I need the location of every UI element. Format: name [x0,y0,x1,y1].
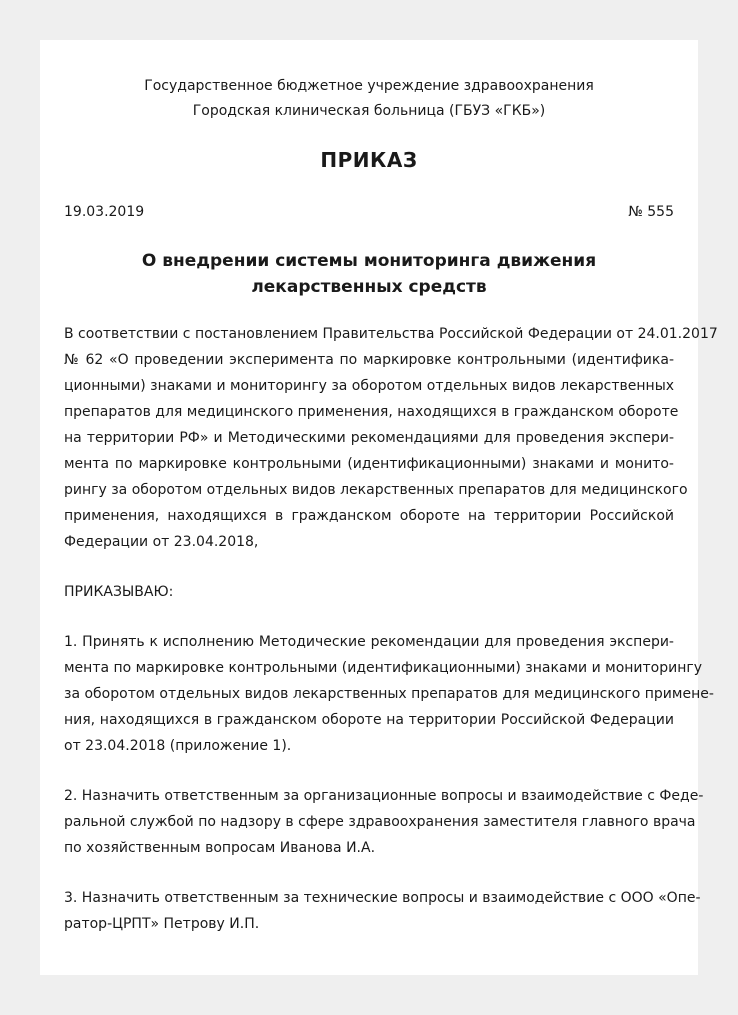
item2-line: ральной службой по надзору в сфере здравоохранения заместителя главного врача [64,814,696,830]
item1-line: 1. Принять к исполнению Методические рекомендации для проведения экспери- [64,634,674,650]
document-title: ПРИКАЗ [320,148,418,172]
document-page [40,40,718,975]
preamble-line: мента по маркировке контрольными (идентификационными) знаками и монито- [64,456,674,472]
subject-line: лекарственных средств [251,277,487,297]
preamble-line: В соответствии с постановлением Правительства Российской Федерации от 24.01.2017 [64,326,718,342]
preamble-line: применения, находящихся в гражданском обороте на территории Российской [64,508,674,524]
item2-line: по хозяйственным вопросам Иванова И.А. [64,840,376,856]
organization-line: Городская клиническая больница (ГБУЗ «ГКБ») [192,103,546,119]
organization-line: Государственное бюджетное учреждение здравоохранения [144,78,594,94]
item1-line: мента по маркировке контрольными (идентификационными) знаками и мониторингу [64,660,703,676]
item2-line: 2. Назначить ответственным за организационные вопросы и взаимодействие с Феде- [64,788,704,804]
order-word: ПРИКАЗЫВАЮ: [64,584,174,600]
document-date: 19.03.2019 [64,204,145,220]
subject-line: О внедрении системы мониторинга движения [141,251,597,271]
item3-line: ратор-ЦРПТ» Петрову И.П. [64,916,260,932]
item1-line: от 23.04.2018 (приложение 1). [64,738,292,754]
preamble-line: № 62 «О проведении эксперимента по маркировке контрольными (идентифика- [64,352,674,368]
preamble-line: рингу за оборотом отдельных видов лекарственных препаратов для медицинского [64,482,688,498]
item1-line: за оборотом отдельных видов лекарственных препаратов для медицинского примене- [64,686,714,702]
document-number: № 555 [628,204,674,220]
preamble-line: ционными) знаками и мониторингу за оборотом отдельных видов лекарственных [64,378,675,394]
preamble-line: на территории РФ» и Методическими рекомендациями для проведения экспери- [64,430,674,446]
preamble-line: Федерации от 23.04.2018, [64,534,259,550]
preamble-line: препаратов для медицинского применения, находящихся в гражданском обороте [64,404,679,420]
item1-line: ния, находящихся в гражданском обороте на территории Российской Федерации [64,712,674,728]
item3-line: 3. Назначить ответственным за технические вопросы и взаимодействие с ООО «Опе- [64,890,701,906]
